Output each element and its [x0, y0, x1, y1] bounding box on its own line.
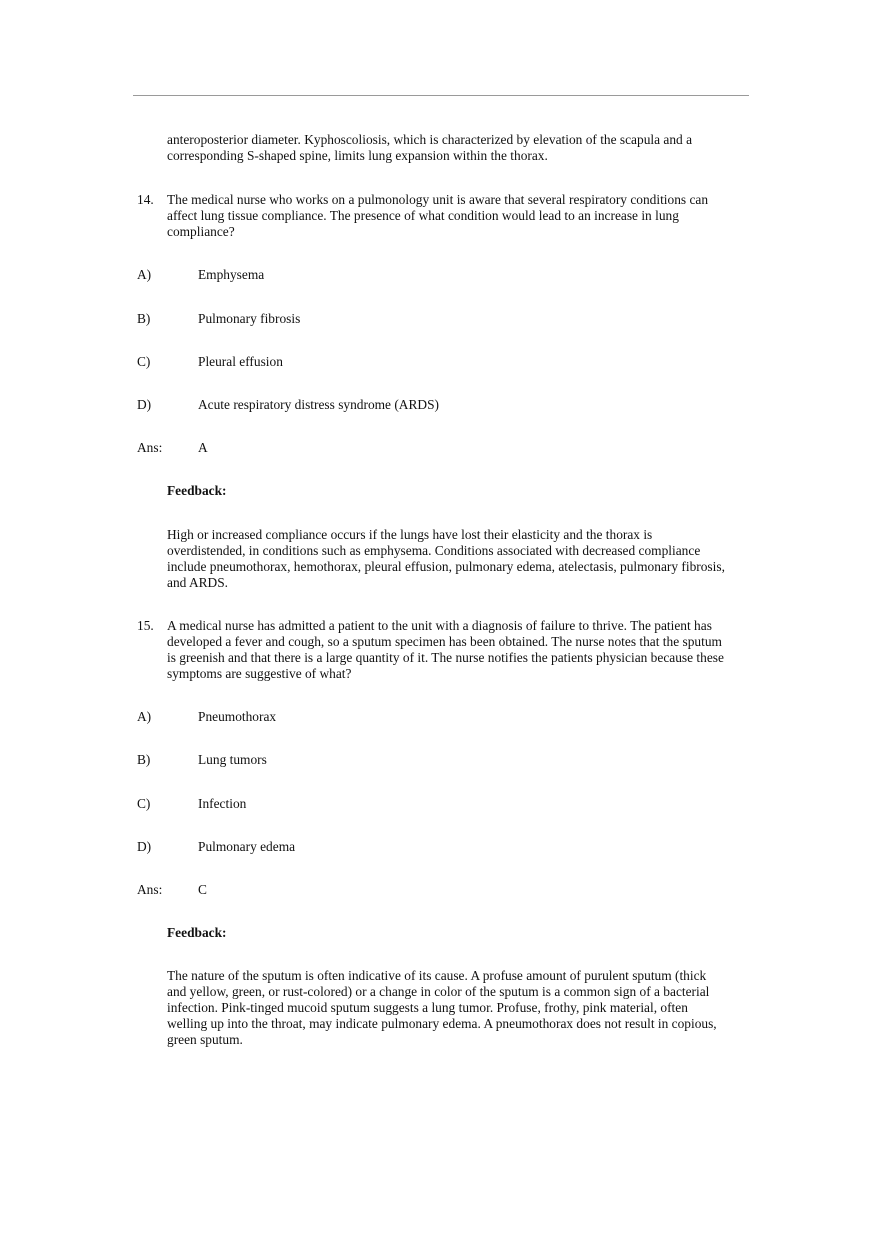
- continuation-line: corresponding S-shaped spine, limits lung expansion within the thorax.: [167, 148, 548, 163]
- header-rule: [133, 95, 749, 96]
- q14-option-d-text: Acute respiratory distress syndrome (ARDS): [198, 397, 439, 412]
- q15-option-c-text: Infection: [198, 796, 247, 811]
- q15-option-d-letter: D): [137, 839, 152, 854]
- feedback-line: include pneumothorax, hemothorax, pleural effusion, pulmonary edema, atelectasis, pulmonary fibrosis,: [167, 559, 725, 574]
- q14-option-b-text: Pulmonary fibrosis: [198, 311, 301, 326]
- question-15-number: 15.: [137, 618, 154, 633]
- question-stem-line: symptoms are suggestive of what?: [167, 666, 352, 681]
- question-stem-line: affect lung tissue compliance. The presence of what condition would lead to an increase in lung: [167, 208, 679, 223]
- q15-option-b-text: Lung tumors: [198, 752, 267, 767]
- q15-option-c-letter: C): [137, 796, 151, 811]
- q14-option-a-text: Emphysema: [198, 267, 265, 282]
- q15-option-a-text: Pneumothorax: [198, 709, 277, 724]
- continuation-line: anteroposterior diameter. Kyphoscoliosis, which is characterized by elevation of the scapula and a: [167, 132, 693, 147]
- q15-option-a-letter: A): [137, 709, 152, 724]
- q14-option-d-letter: D): [137, 397, 152, 412]
- q14-answer-label: Ans:: [137, 440, 163, 455]
- q14-option-c-text: Pleural effusion: [198, 354, 283, 369]
- q15-option-b-letter: B): [137, 752, 151, 767]
- q15-feedback-label: Feedback:: [167, 925, 227, 940]
- continuation-paragraph: [167, 132, 747, 164]
- question-14-stem: [167, 192, 747, 240]
- feedback-line: green sputum.: [167, 1032, 243, 1047]
- question-15-stem: [167, 618, 747, 682]
- feedback-line: and ARDS.: [167, 575, 229, 590]
- question-stem-line: A medical nurse has admitted a patient to the unit with a diagnosis of failure to thrive. The patient has: [167, 618, 712, 633]
- q14-option-c-letter: C): [137, 354, 151, 369]
- question-14-number: 14.: [137, 192, 154, 207]
- q14-option-b-letter: B): [137, 311, 151, 326]
- feedback-line: infection. Pink-tinged mucoid sputum suggests a lung tumor. Profuse, frothy, pink material, often: [167, 1000, 688, 1015]
- feedback-line: and yellow, green, or rust-colored) or a change in color of the sputum is a common sign of a bacterial: [167, 984, 710, 999]
- feedback-line: The nature of the sputum is often indicative of its cause. A profuse amount of purulent sputum (thick: [167, 968, 707, 983]
- q15-feedback-text: [167, 968, 747, 1048]
- feedback-line: High or increased compliance occurs if the lungs have lost their elasticity and the thorax is: [167, 527, 653, 542]
- question-stem-line: is greenish and that there is a large quantity of it. The nurse notifies the patients physician because these: [167, 650, 724, 665]
- feedback-line: welling up into the throat, may indicate pulmonary edema. A pneumothorax does not result in copious,: [167, 1016, 717, 1031]
- q15-answer-label: Ans:: [137, 882, 163, 897]
- question-stem-line: The medical nurse who works on a pulmonology unit is aware that several respiratory conditions can: [167, 192, 709, 207]
- q14-option-a-letter: A): [137, 267, 152, 282]
- q15-option-d-text: Pulmonary edema: [198, 839, 296, 854]
- question-stem-line: compliance?: [167, 224, 235, 239]
- q14-answer-value: A: [198, 440, 208, 455]
- q15-answer-value: C: [198, 882, 207, 897]
- q14-feedback-label: Feedback:: [167, 483, 227, 498]
- feedback-line: overdistended, in conditions such as emphysema. Conditions associated with decreased compliance: [167, 543, 701, 558]
- question-stem-line: developed a fever and cough, so a sputum specimen has been obtained. The nurse notes that the sputum: [167, 634, 722, 649]
- q14-feedback-text: [167, 527, 747, 591]
